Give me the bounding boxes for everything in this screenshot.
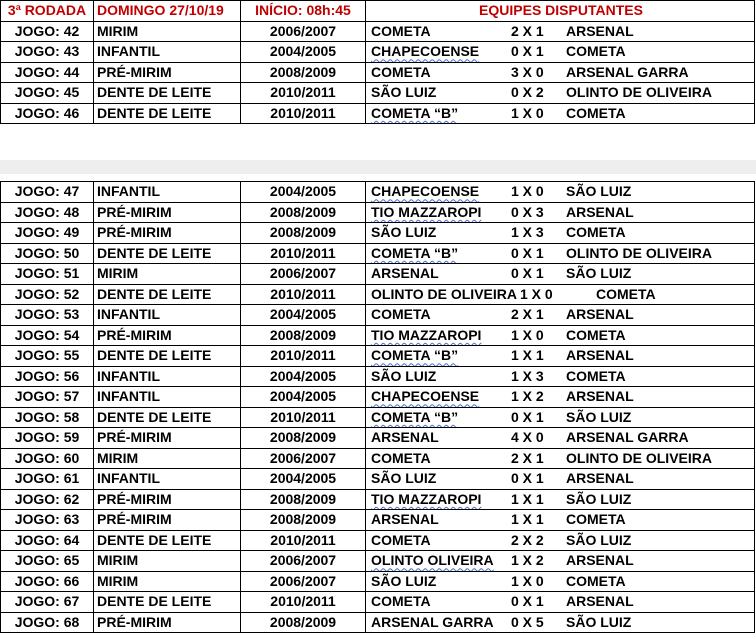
- game-number: JOGO: 52: [1, 284, 94, 305]
- game-matchup: [366, 103, 755, 124]
- game-number: JOGO: 44: [1, 62, 94, 83]
- game-category: INFANTIL: [94, 42, 241, 63]
- away-team: ARSENAL: [566, 552, 634, 568]
- game-matchup: [366, 448, 755, 469]
- score: 1 X 0: [511, 572, 544, 589]
- round-label: 3ª RODADA: [1, 1, 94, 22]
- score: 0 X 5: [511, 613, 544, 630]
- game-number: JOGO: 57: [1, 387, 94, 408]
- game-number: JOGO: 46: [1, 103, 94, 124]
- game-number: JOGO: 67: [1, 592, 94, 613]
- game-category: INFANTIL: [94, 469, 241, 490]
- game-birth-years: 2010/2011: [241, 592, 366, 613]
- score: 1 X 3: [511, 367, 544, 384]
- score: 4 X 0: [511, 429, 544, 445]
- game-number: JOGO: 53: [1, 305, 94, 326]
- game-category: PRÉ-MIRIM: [94, 325, 241, 346]
- game-birth-years: 2010/2011: [241, 243, 366, 264]
- game-birth-years: 2008/2009: [241, 510, 366, 531]
- game-category: DENTE DE LEITE: [94, 243, 241, 264]
- game-category: PRÉ-MIRIM: [94, 202, 241, 223]
- home-team: SÃO LUIZ: [371, 224, 437, 241]
- game-birth-years: 2006/2007: [241, 571, 366, 592]
- away-team: OLINTO DE OLIVEIRA: [566, 244, 712, 261]
- start-time-label: INÍCIO: 08h:45: [241, 1, 366, 22]
- game-category: DENTE DE LEITE: [94, 530, 241, 551]
- score: 0 X 1: [511, 43, 544, 59]
- game-matchup: [366, 284, 755, 305]
- away-team: OLINTO DE OLIVEIRA: [566, 84, 712, 100]
- game-matchup: [366, 571, 755, 592]
- game-row: [1, 264, 755, 285]
- game-row: [1, 612, 755, 633]
- game-birth-years: 2006/2007: [241, 264, 366, 285]
- game-number: JOGO: 50: [1, 243, 94, 264]
- home-team: COMETA: [371, 22, 431, 39]
- game-category: MIRIM: [94, 21, 241, 42]
- away-team: COMETA: [566, 511, 626, 527]
- game-birth-years: 2006/2007: [241, 21, 366, 42]
- game-category: INFANTIL: [94, 366, 241, 387]
- game-birth-years: 2004/2005: [241, 305, 366, 326]
- away-team: SÃO LUIZ: [566, 408, 632, 425]
- game-number: JOGO: 51: [1, 264, 94, 285]
- game-row: [1, 202, 755, 223]
- home-team: COMETA: [371, 531, 431, 548]
- score: 2 X 2: [511, 531, 544, 548]
- section-divider-band: [0, 160, 756, 174]
- game-matchup: [366, 551, 755, 572]
- game-matchup: [366, 346, 755, 367]
- game-row: [1, 571, 755, 592]
- score: 0 X 3: [511, 203, 544, 220]
- game-row: [1, 62, 755, 83]
- score: 1 X 1: [511, 511, 544, 527]
- game-number: JOGO: 42: [1, 21, 94, 42]
- game-row: [1, 305, 755, 326]
- away-team: ARSENAL: [566, 22, 634, 39]
- game-row: [1, 182, 755, 203]
- game-row: [1, 428, 755, 449]
- game-category: PRÉ-MIRIM: [94, 510, 241, 531]
- home-team: SÃO LUIZ: [371, 572, 437, 589]
- score: 0 X 1: [511, 244, 544, 261]
- score: 1 X 2: [511, 552, 544, 568]
- game-birth-years: 2004/2005: [241, 387, 366, 408]
- home-team: COMETA: [371, 306, 431, 323]
- game-number: JOGO: 54: [1, 325, 94, 346]
- game-category: PRÉ-MIRIM: [94, 223, 241, 244]
- game-matchup: [366, 325, 755, 346]
- away-team: ARSENAL: [566, 388, 634, 404]
- game-number: JOGO: 59: [1, 428, 94, 449]
- game-number: JOGO: 55: [1, 346, 94, 367]
- game-birth-years: 2008/2009: [241, 202, 366, 223]
- away-team: SÃO LUIZ: [566, 531, 632, 548]
- score: 0 X 1: [511, 470, 544, 486]
- game-birth-years: 2008/2009: [241, 62, 366, 83]
- game-matchup: [366, 592, 755, 613]
- game-category: PRÉ-MIRIM: [94, 612, 241, 633]
- score: 0 X 1: [511, 593, 544, 609]
- game-number: JOGO: 49: [1, 223, 94, 244]
- game-row: [1, 42, 755, 63]
- game-number: JOGO: 43: [1, 42, 94, 63]
- game-category: PRÉ-MIRIM: [94, 428, 241, 449]
- game-matchup: [366, 469, 755, 490]
- game-matchup: [366, 407, 755, 428]
- game-category: MIRIM: [94, 264, 241, 285]
- game-row: [1, 530, 755, 551]
- home-team: ARSENAL GARRA: [371, 613, 494, 630]
- home-team: COMETA “B”: [371, 408, 459, 425]
- score: 2 X 1: [511, 306, 544, 322]
- game-row: [1, 366, 755, 387]
- game-number: JOGO: 65: [1, 551, 94, 572]
- game-matchup: [366, 42, 755, 63]
- game-birth-years: 2004/2005: [241, 469, 366, 490]
- game-matchup: [366, 305, 755, 326]
- game-birth-years: 2008/2009: [241, 612, 366, 633]
- score: 1 X 2: [511, 388, 544, 404]
- score: 1 X 0: [520, 285, 553, 302]
- home-team: SÃO LUIZ: [371, 470, 437, 487]
- home-team: COMETA: [371, 593, 431, 610]
- game-matchup: [366, 366, 755, 387]
- game-category: MIRIM: [94, 448, 241, 469]
- game-matchup: [366, 428, 755, 449]
- game-number: JOGO: 58: [1, 407, 94, 428]
- game-birth-years: 2010/2011: [241, 407, 366, 428]
- score: 2 X 1: [511, 22, 544, 39]
- home-team: OLINTO OLIVEIRA: [371, 552, 494, 569]
- away-team: ARSENAL GARRA: [566, 429, 689, 445]
- away-team: COMETA: [566, 104, 626, 121]
- game-birth-years: 2010/2011: [241, 530, 366, 551]
- away-team: ARSENAL: [566, 470, 634, 486]
- game-birth-years: 2010/2011: [241, 346, 366, 367]
- game-number: JOGO: 62: [1, 489, 94, 510]
- game-row: [1, 510, 755, 531]
- game-number: JOGO: 61: [1, 469, 94, 490]
- game-category: INFANTIL: [94, 305, 241, 326]
- home-team: COMETA: [371, 63, 431, 80]
- away-team: COMETA: [566, 367, 626, 384]
- games-table-top: [0, 0, 755, 124]
- away-team: ARSENAL: [566, 347, 634, 363]
- game-number: JOGO: 63: [1, 510, 94, 531]
- game-category: MIRIM: [94, 551, 241, 572]
- score: 0 X 1: [511, 408, 544, 425]
- game-number: JOGO: 47: [1, 182, 94, 203]
- away-team: SÃO LUIZ: [566, 265, 632, 281]
- game-number: JOGO: 66: [1, 571, 94, 592]
- home-team: COMETA “B”: [371, 244, 459, 261]
- game-row: [1, 551, 755, 572]
- game-birth-years: 2008/2009: [241, 223, 366, 244]
- game-birth-years: 2004/2005: [241, 42, 366, 63]
- score: 2 X 1: [511, 449, 544, 466]
- game-category: DENTE DE LEITE: [94, 407, 241, 428]
- game-category: DENTE DE LEITE: [94, 103, 241, 124]
- game-category: MIRIM: [94, 571, 241, 592]
- game-row: [1, 243, 755, 264]
- game-row: [1, 592, 755, 613]
- game-category: DENTE DE LEITE: [94, 592, 241, 613]
- game-birth-years: 2006/2007: [241, 448, 366, 469]
- header-row: [1, 1, 755, 22]
- home-team: ARSENAL: [371, 429, 439, 446]
- game-category: PRÉ-MIRIM: [94, 62, 241, 83]
- home-team: COMETA: [371, 449, 431, 466]
- game-row: [1, 21, 755, 42]
- game-matchup: [366, 223, 755, 244]
- game-matchup: [366, 83, 755, 104]
- game-category: INFANTIL: [94, 182, 241, 203]
- score: 1 X 0: [511, 326, 544, 343]
- home-team: COMETA “B”: [371, 104, 459, 121]
- home-team: TIO MAZZAROPI: [371, 326, 482, 343]
- away-team: SÃO LUIZ: [566, 490, 632, 507]
- away-team: COMETA: [596, 285, 656, 302]
- home-team: SÃO LUIZ: [371, 367, 437, 384]
- game-number: JOGO: 48: [1, 202, 94, 223]
- game-row: [1, 489, 755, 510]
- game-category: PRÉ-MIRIM: [94, 489, 241, 510]
- away-team: COMETA: [566, 43, 626, 59]
- game-birth-years: 2010/2011: [241, 83, 366, 104]
- game-matchup: [366, 530, 755, 551]
- games-table-bottom: [0, 181, 755, 633]
- score: 1 X 1: [511, 347, 544, 363]
- game-matchup: [366, 182, 755, 203]
- away-team: ARSENAL: [566, 306, 634, 322]
- game-matchup: [366, 510, 755, 531]
- game-category: DENTE DE LEITE: [94, 346, 241, 367]
- game-birth-years: 2010/2011: [241, 284, 366, 305]
- away-team: SÃO LUIZ: [566, 183, 632, 199]
- game-birth-years: 2008/2009: [241, 428, 366, 449]
- score: 0 X 1: [511, 265, 544, 281]
- home-team: TIO MAZZAROPI: [371, 490, 482, 507]
- away-team: ARSENAL: [566, 593, 634, 609]
- game-birth-years: 2006/2007: [241, 551, 366, 572]
- game-matchup: [366, 387, 755, 408]
- game-row: [1, 284, 755, 305]
- away-team: COMETA: [566, 326, 626, 343]
- game-row: [1, 448, 755, 469]
- game-birth-years: 2010/2011: [241, 103, 366, 124]
- game-row: [1, 469, 755, 490]
- game-birth-years: 2004/2005: [241, 366, 366, 387]
- game-matchup: [366, 243, 755, 264]
- game-birth-years: 2004/2005: [241, 182, 366, 203]
- game-number: JOGO: 45: [1, 83, 94, 104]
- game-matchup: [366, 264, 755, 285]
- home-team: TIO MAZZAROPI: [371, 203, 482, 220]
- home-team: CHAPECOENSE: [371, 43, 480, 60]
- home-team: SÃO LUIZ: [371, 84, 437, 101]
- game-number: JOGO: 64: [1, 530, 94, 551]
- score: 1 X 0: [511, 183, 544, 199]
- game-category: DENTE DE LEITE: [94, 83, 241, 104]
- game-matchup: [366, 62, 755, 83]
- score: 3 X 0: [511, 63, 544, 80]
- game-row: [1, 223, 755, 244]
- home-team: ARSENAL: [371, 511, 439, 528]
- game-row: [1, 407, 755, 428]
- home-team: CHAPECOENSE: [371, 183, 480, 200]
- game-number: JOGO: 56: [1, 366, 94, 387]
- score: 0 X 2: [511, 84, 544, 100]
- away-team: OLINTO DE OLIVEIRA: [566, 449, 712, 466]
- score: 1 X 0: [511, 104, 544, 121]
- date-label: DOMINGO 27/10/19: [94, 1, 241, 22]
- away-team: ARSENAL: [566, 203, 634, 220]
- game-row: [1, 346, 755, 367]
- game-matchup: [366, 202, 755, 223]
- away-team: SÃO LUIZ: [566, 613, 632, 630]
- teams-header: EQUIPES DISPUTANTES: [366, 1, 755, 22]
- home-team: CHAPECOENSE: [371, 388, 480, 405]
- game-birth-years: 2008/2009: [241, 489, 366, 510]
- game-row: [1, 325, 755, 346]
- games-block-1: [1, 21, 755, 124]
- game-category: INFANTIL: [94, 387, 241, 408]
- score: 1 X 3: [511, 224, 544, 240]
- away-team: COMETA: [566, 224, 626, 240]
- game-category: DENTE DE LEITE: [94, 284, 241, 305]
- home-team: ARSENAL: [371, 265, 439, 282]
- game-matchup: [366, 489, 755, 510]
- game-number: JOGO: 68: [1, 612, 94, 633]
- games-block-2: [1, 182, 755, 633]
- score: 1 X 1: [511, 490, 544, 507]
- home-team: COMETA “B”: [371, 347, 459, 364]
- away-team: COMETA: [566, 572, 626, 589]
- game-number: JOGO: 60: [1, 448, 94, 469]
- game-matchup: [366, 612, 755, 633]
- game-row: [1, 83, 755, 104]
- game-row: [1, 387, 755, 408]
- home-team: OLINTO DE OLIVEIRA: [371, 285, 517, 302]
- game-row: [1, 103, 755, 124]
- game-birth-years: 2008/2009: [241, 325, 366, 346]
- game-matchup: [366, 21, 755, 42]
- away-team: ARSENAL GARRA: [566, 63, 689, 80]
